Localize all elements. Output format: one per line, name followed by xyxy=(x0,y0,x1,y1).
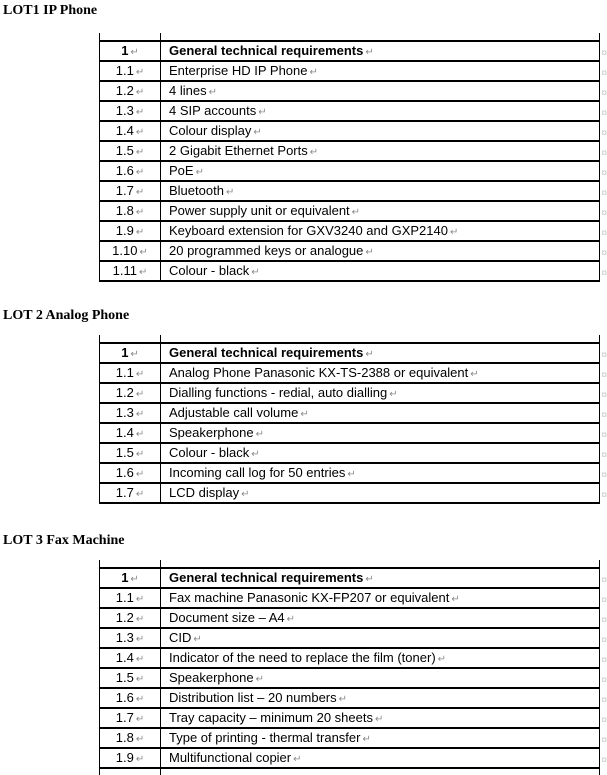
requirement-text: 4 lines xyxy=(169,83,207,98)
end-of-row-mark: ¤ xyxy=(601,715,607,726)
row-number-cell xyxy=(100,629,161,647)
table-row xyxy=(99,609,607,629)
pilcrow-mark: ↵ xyxy=(365,349,374,360)
requirement-text: Adjustable call volume xyxy=(169,405,299,420)
requirement-text: Type of printing - thermal transfer xyxy=(169,730,361,745)
pilcrow-mark: ↵ xyxy=(135,469,145,480)
table-grid-stub-row xyxy=(99,560,600,567)
row-number-cell xyxy=(100,364,161,382)
pilcrow-mark: ↵ xyxy=(193,634,202,645)
requirement-text-cell xyxy=(161,649,599,667)
requirement-text-cell xyxy=(161,182,599,200)
pilcrow-mark: ↵ xyxy=(437,654,447,665)
table-header-row xyxy=(99,569,607,589)
table-row xyxy=(99,729,607,749)
pilcrow-mark: ↵ xyxy=(251,449,260,460)
row-number: 1.3 xyxy=(115,103,134,118)
table-row xyxy=(99,82,607,102)
table-grid-stub xyxy=(599,335,600,342)
row-number-cell xyxy=(100,404,161,422)
requirement-text: Document size – A4 xyxy=(169,610,285,625)
row-number: 1.7 xyxy=(115,183,134,198)
row-number-cell xyxy=(100,669,161,687)
table-row xyxy=(99,102,607,122)
table-row xyxy=(99,222,607,242)
end-of-row-mark: ¤ xyxy=(601,675,607,686)
pilcrow-mark: ↵ xyxy=(139,247,148,258)
requirement-text: Distribution list – 20 numbers xyxy=(169,690,337,705)
pilcrow-mark: ↵ xyxy=(135,369,145,380)
table-row xyxy=(99,122,607,142)
row-number: 1.2 xyxy=(115,610,134,625)
row-number-cell xyxy=(100,162,161,180)
pilcrow-mark: ↵ xyxy=(293,754,302,765)
table-grid-stub-row xyxy=(99,33,600,40)
row-number-cell xyxy=(100,729,161,747)
row-number-cell xyxy=(100,82,161,100)
section-title-lot3: LOT 3 Fax Machine xyxy=(3,533,125,548)
table-row xyxy=(99,182,607,202)
requirement-text-cell xyxy=(161,202,599,220)
requirement-text-cell xyxy=(161,344,599,362)
table-row xyxy=(99,142,607,162)
pilcrow-mark: ↵ xyxy=(135,614,145,625)
row-number-cell xyxy=(100,464,161,482)
requirement-text-cell xyxy=(161,569,599,587)
end-of-row-mark: ¤ xyxy=(601,208,607,219)
end-of-row-mark: ¤ xyxy=(601,410,607,421)
table-row xyxy=(99,162,607,182)
row-number: 1.1 xyxy=(115,365,134,380)
row-number: 1.3 xyxy=(115,630,134,645)
requirement-text: Analog Phone Panasonic KX-TS-2388 or equivalent xyxy=(169,365,469,380)
row-number: 1.11 xyxy=(112,263,137,278)
row-number: 1.2 xyxy=(115,83,134,98)
pilcrow-mark: ↵ xyxy=(389,389,398,400)
end-of-row-mark: ¤ xyxy=(601,148,607,159)
row-number: 1.4 xyxy=(115,123,134,138)
table-row xyxy=(99,649,607,669)
row-number-cell xyxy=(100,609,161,627)
pilcrow-mark: ↵ xyxy=(251,267,260,278)
requirement-text-cell xyxy=(161,749,599,767)
requirement-text-cell xyxy=(161,42,599,60)
table-row xyxy=(99,749,607,769)
requirement-text-cell xyxy=(161,62,599,80)
requirement-text: Power supply unit or equivalent xyxy=(169,203,350,218)
table-grid-stub xyxy=(599,769,600,775)
requirement-text: Incoming call log for 50 entries xyxy=(169,465,346,480)
table-row xyxy=(99,589,607,609)
pilcrow-mark: ↵ xyxy=(255,674,264,685)
requirement-text: LCD display xyxy=(169,485,240,500)
table-grid-stub xyxy=(160,560,161,567)
pilcrow-mark: ↵ xyxy=(338,694,348,705)
pilcrow-mark: ↵ xyxy=(135,227,145,238)
pilcrow-mark: ↵ xyxy=(449,227,459,238)
row-number-cell xyxy=(100,142,161,160)
row-number-cell xyxy=(100,749,161,767)
row-number: 1.7 xyxy=(115,710,134,725)
requirement-text: Bluetooth xyxy=(169,183,224,198)
row-number: 1.1 xyxy=(115,590,134,605)
pilcrow-mark: ↵ xyxy=(253,127,262,138)
row-number-cell xyxy=(100,484,161,502)
end-of-row-mark: ¤ xyxy=(601,735,607,746)
table-grid-stub xyxy=(160,769,161,775)
row-number: 1.6 xyxy=(115,163,134,178)
row-number: 1.6 xyxy=(115,465,134,480)
requirement-text: PoE xyxy=(169,163,194,178)
section-title-lot2: LOT 2 Analog Phone xyxy=(3,308,130,323)
requirement-text: General technical requirements xyxy=(169,43,364,58)
end-of-row-mark: ¤ xyxy=(601,615,607,626)
end-of-row-mark: ¤ xyxy=(601,635,607,646)
end-of-row-mark: ¤ xyxy=(601,390,607,401)
row-number-cell xyxy=(100,222,161,240)
table-grid-stub xyxy=(99,769,100,775)
requirement-text-cell xyxy=(161,424,599,442)
row-number: 1.9 xyxy=(115,223,134,238)
end-of-row-mark: ¤ xyxy=(601,108,607,119)
end-of-row-mark: ¤ xyxy=(601,575,607,586)
table-grid xyxy=(99,40,607,282)
end-of-row-mark: ¤ xyxy=(601,595,607,606)
row-number-cell xyxy=(100,242,161,260)
end-of-row-mark: ¤ xyxy=(601,68,607,79)
pilcrow-mark: ↵ xyxy=(470,369,479,380)
end-of-row-mark: ¤ xyxy=(601,655,607,666)
requirement-text: Dialling functions - redial, auto dialling xyxy=(169,385,388,400)
requirement-text: Colour - black xyxy=(169,445,250,460)
table-header-row xyxy=(99,344,607,364)
requirement-text-cell xyxy=(161,122,599,140)
requirement-text: 4 SIP accounts xyxy=(169,103,257,118)
requirement-text: 20 programmed keys or analogue xyxy=(169,243,364,258)
table-row xyxy=(99,629,607,649)
requirement-text: Multifunctional copier xyxy=(169,750,292,765)
requirement-text-cell xyxy=(161,262,599,280)
requirement-text-cell xyxy=(161,669,599,687)
table-row xyxy=(99,484,607,504)
requirement-text-cell xyxy=(161,444,599,462)
table-row xyxy=(99,384,607,404)
row-number: 1.5 xyxy=(115,143,134,158)
table-grid-stub xyxy=(99,335,100,342)
pilcrow-mark: ↵ xyxy=(135,449,145,460)
row-number-cell xyxy=(100,122,161,140)
row-number-cell xyxy=(100,62,161,80)
end-of-row-mark: ¤ xyxy=(601,268,607,279)
table-row xyxy=(99,262,607,282)
requirement-text-cell xyxy=(161,729,599,747)
row-number: 1.1 xyxy=(115,63,134,78)
table-grid-stub xyxy=(99,33,100,40)
table-row xyxy=(99,404,607,424)
end-of-row-mark: ¤ xyxy=(601,228,607,239)
table-grid xyxy=(99,567,607,769)
requirement-text-cell xyxy=(161,484,599,502)
row-number: 1.5 xyxy=(115,445,134,460)
pilcrow-mark: ↵ xyxy=(130,349,139,360)
end-of-row-mark: ¤ xyxy=(601,470,607,481)
pilcrow-mark: ↵ xyxy=(347,469,356,480)
pilcrow-mark: ↵ xyxy=(365,574,374,585)
table-grid-stub xyxy=(599,560,600,567)
section-title-lot1: LOT1 IP Phone xyxy=(3,3,98,18)
pilcrow-mark: ↵ xyxy=(135,634,145,645)
requirement-text-cell xyxy=(161,404,599,422)
pilcrow-mark: ↵ xyxy=(135,389,145,400)
requirement-text: Tray capacity – minimum 20 sheets xyxy=(169,710,373,725)
end-of-row-mark: ¤ xyxy=(601,430,607,441)
requirement-text-cell xyxy=(161,609,599,627)
table-grid-stub xyxy=(160,335,161,342)
row-number: 1 xyxy=(121,570,129,585)
row-number-cell xyxy=(100,709,161,727)
pilcrow-mark: ↵ xyxy=(135,207,145,218)
pilcrow-mark: ↵ xyxy=(135,489,145,500)
row-number: 1.8 xyxy=(115,730,134,745)
pilcrow-mark: ↵ xyxy=(135,107,145,118)
pilcrow-mark: ↵ xyxy=(300,409,309,420)
row-number-cell xyxy=(100,102,161,120)
requirement-text-cell xyxy=(161,242,599,260)
requirement-text-cell xyxy=(161,222,599,240)
pilcrow-mark: ↵ xyxy=(351,207,361,218)
requirement-text: Enterprise HD IP Phone xyxy=(169,63,308,78)
pilcrow-mark: ↵ xyxy=(135,187,145,198)
end-of-row-mark: ¤ xyxy=(601,88,607,99)
requirements-table-lot1 xyxy=(99,33,607,282)
requirement-text: Speakerphone xyxy=(169,425,254,440)
table-row xyxy=(99,202,607,222)
end-of-row-mark: ¤ xyxy=(601,370,607,381)
end-of-row-mark: ¤ xyxy=(601,168,607,179)
pilcrow-mark: ↵ xyxy=(135,127,145,138)
pilcrow-mark: ↵ xyxy=(309,67,318,78)
row-number-cell xyxy=(100,42,161,60)
table-row xyxy=(99,62,607,82)
row-number: 1 xyxy=(121,43,129,58)
requirement-text: General technical requirements xyxy=(169,345,364,360)
pilcrow-mark: ↵ xyxy=(362,734,371,745)
pilcrow-mark: ↵ xyxy=(309,147,319,158)
table-header-row xyxy=(99,42,607,62)
row-number: 1.2 xyxy=(115,385,134,400)
requirement-text-cell xyxy=(161,384,599,402)
row-number-cell xyxy=(100,649,161,667)
row-number: 1.4 xyxy=(115,650,134,665)
requirement-text-cell xyxy=(161,142,599,160)
row-number-cell xyxy=(100,569,161,587)
pilcrow-mark: ↵ xyxy=(135,147,145,158)
row-number: 1.5 xyxy=(115,670,134,685)
row-number-cell xyxy=(100,689,161,707)
table-row xyxy=(99,669,607,689)
pilcrow-mark: ↵ xyxy=(135,694,145,705)
requirement-text-cell xyxy=(161,464,599,482)
pilcrow-mark: ↵ xyxy=(258,107,267,118)
pilcrow-mark: ↵ xyxy=(138,267,148,278)
row-number: 1.9 xyxy=(115,750,134,765)
requirement-text-cell xyxy=(161,709,599,727)
row-number: 1.6 xyxy=(115,690,134,705)
row-number: 1 xyxy=(121,345,129,360)
requirement-text-cell xyxy=(161,82,599,100)
table-row xyxy=(99,424,607,444)
end-of-row-mark: ¤ xyxy=(601,128,607,139)
row-number-cell xyxy=(100,589,161,607)
pilcrow-mark: ↵ xyxy=(130,47,139,58)
pilcrow-mark: ↵ xyxy=(365,47,374,58)
pilcrow-mark: ↵ xyxy=(135,714,145,725)
row-number-cell xyxy=(100,202,161,220)
table-grid xyxy=(99,342,607,504)
row-number: 1.4 xyxy=(115,425,134,440)
requirement-text-cell xyxy=(161,589,599,607)
row-number-cell xyxy=(100,182,161,200)
row-number: 1.7 xyxy=(115,485,134,500)
requirement-text: Keyboard extension for GXV3240 and GXP2140 xyxy=(169,223,448,238)
row-number-cell xyxy=(100,344,161,362)
cut-off-row-stubs xyxy=(99,769,600,775)
requirement-text: CID xyxy=(169,630,192,645)
requirement-text: Speakerphone xyxy=(169,670,254,685)
table-grid-stub xyxy=(599,33,600,40)
table-row xyxy=(99,364,607,384)
pilcrow-mark: ↵ xyxy=(195,167,204,178)
pilcrow-mark: ↵ xyxy=(135,654,145,665)
requirement-text: Indicator of the need to replace the film (toner) xyxy=(169,650,436,665)
requirement-text-cell xyxy=(161,629,599,647)
table-row xyxy=(99,444,607,464)
row-number: 1.10 xyxy=(112,243,138,258)
requirement-text-cell xyxy=(161,162,599,180)
pilcrow-mark: ↵ xyxy=(225,187,235,198)
requirement-text: 2 Gigabit Ethernet Ports xyxy=(169,143,308,158)
row-number: 1.3 xyxy=(115,405,134,420)
end-of-row-mark: ¤ xyxy=(601,350,607,361)
row-number: 1.8 xyxy=(115,203,134,218)
table-grid-stub xyxy=(160,33,161,40)
end-of-row-mark: ¤ xyxy=(601,490,607,501)
requirement-text-cell xyxy=(161,364,599,382)
row-number-cell xyxy=(100,444,161,462)
end-of-row-mark: ¤ xyxy=(601,188,607,199)
pilcrow-mark: ↵ xyxy=(374,714,384,725)
pilcrow-mark: ↵ xyxy=(241,489,250,500)
pilcrow-mark: ↵ xyxy=(365,247,374,258)
requirement-text: Fax machine Panasonic KX-FP207 or equivalent xyxy=(169,590,450,605)
end-of-row-mark: ¤ xyxy=(601,248,607,259)
pilcrow-mark: ↵ xyxy=(135,594,145,605)
row-number-cell xyxy=(100,424,161,442)
requirements-table-lot3 xyxy=(99,560,607,775)
pilcrow-mark: ↵ xyxy=(135,674,145,685)
pilcrow-mark: ↵ xyxy=(135,67,145,78)
requirement-text: Colour display xyxy=(169,123,252,138)
end-of-row-mark: ¤ xyxy=(601,755,607,766)
row-number-cell xyxy=(100,384,161,402)
end-of-row-mark: ¤ xyxy=(601,695,607,706)
table-grid-stub-row xyxy=(99,335,600,342)
pilcrow-mark: ↵ xyxy=(208,87,217,98)
table-row xyxy=(99,464,607,484)
requirement-text-cell xyxy=(161,689,599,707)
pilcrow-mark: ↵ xyxy=(135,87,145,98)
table-row xyxy=(99,689,607,709)
pilcrow-mark: ↵ xyxy=(135,167,145,178)
pilcrow-mark: ↵ xyxy=(451,594,460,605)
pilcrow-mark: ↵ xyxy=(135,429,145,440)
pilcrow-mark: ↵ xyxy=(135,754,145,765)
table-row xyxy=(99,242,607,262)
row-number-cell xyxy=(100,262,161,280)
table-grid-stub xyxy=(99,560,100,567)
pilcrow-mark: ↵ xyxy=(286,614,296,625)
pilcrow-mark: ↵ xyxy=(135,734,145,745)
end-of-row-mark: ¤ xyxy=(601,48,607,59)
pilcrow-mark: ↵ xyxy=(255,429,264,440)
pilcrow-mark: ↵ xyxy=(130,574,139,585)
end-of-row-mark: ¤ xyxy=(601,450,607,461)
requirement-text: Colour - black xyxy=(169,263,250,278)
requirements-table-lot2 xyxy=(99,335,607,504)
requirement-text: General technical requirements xyxy=(169,570,364,585)
pilcrow-mark: ↵ xyxy=(135,409,145,420)
requirement-text-cell xyxy=(161,102,599,120)
table-row xyxy=(99,709,607,729)
